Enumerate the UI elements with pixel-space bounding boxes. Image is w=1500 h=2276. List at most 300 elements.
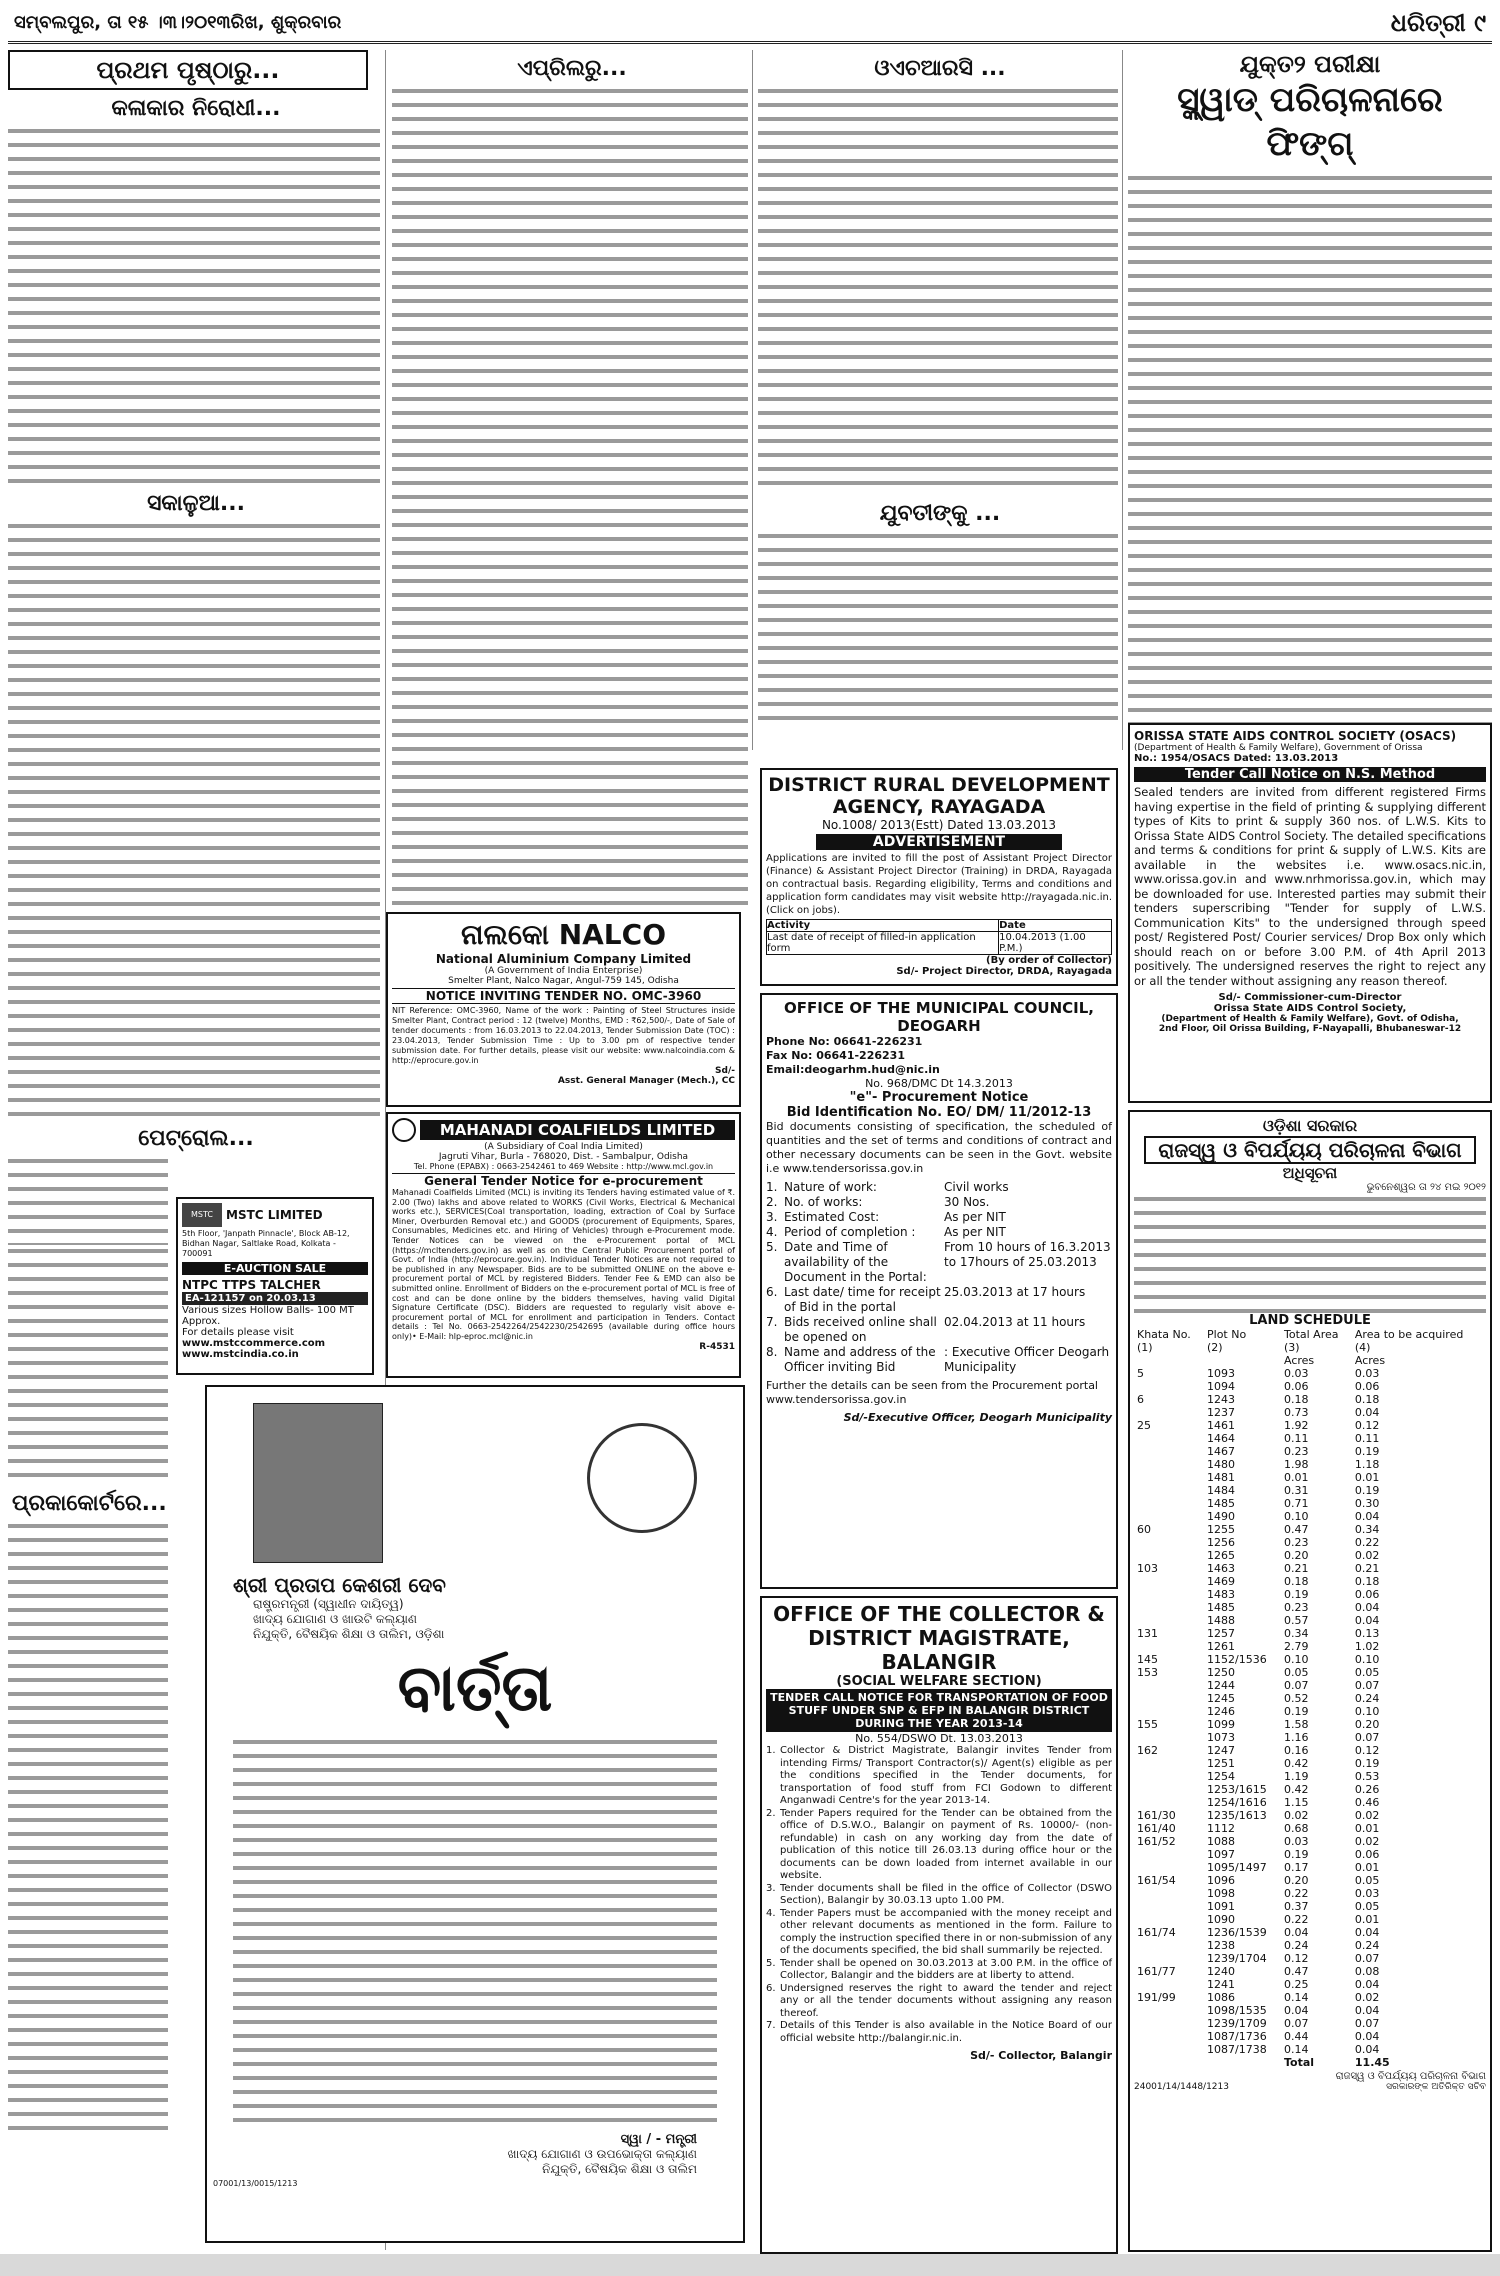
table-row [1134, 1796, 1486, 1809]
revenue-ad [1128, 1110, 1492, 2252]
revenue-gov: ଓଡ଼ିଶା ସରକାର [1262, 1116, 1358, 1135]
table-cell: 145 [1137, 1653, 1158, 1666]
table-cell: 0.25 [1283, 1978, 1309, 1991]
table-row [1134, 1965, 1486, 1978]
table-cell [1134, 1705, 1204, 1718]
table-cell: 0.04 [1354, 1406, 1380, 1419]
table-row [1134, 2004, 1486, 2017]
mstc-label: E-AUCTION SALE [182, 1262, 368, 1275]
table-cell: 0.07 [1354, 2017, 1380, 2030]
table-cell: 1483 [1207, 1588, 1235, 1601]
table-cell: 0.04 [1354, 2043, 1380, 2056]
column-2 [392, 50, 748, 910]
table-cell: 1469 [1207, 1575, 1235, 1588]
article-text [392, 85, 748, 905]
mstc-fd: For details please visit [182, 1327, 294, 1338]
total-value: 11.45 [1354, 2056, 1390, 2069]
table-cell: 1112 [1207, 1822, 1235, 1835]
table-cell: 0.22 [1283, 1913, 1309, 1926]
table-cell [1134, 1471, 1204, 1484]
table-cell: 1.98 [1283, 1458, 1309, 1471]
table-row [1134, 1913, 1486, 1926]
table-row [1134, 1809, 1486, 1822]
table-cell [1134, 1692, 1204, 1705]
mcl-body: Mahanadi Coalfields Limited (MCL) is inviting its Tenders having estimated value of ₹. 2.00 (Two) lakhs and above related to WORKS (Civil Works, Electrical & Mechanical works etc.), SERVICES(Coal transportation, loading, extraction of Coal by Surface Miner, Overburden Removal etc.) and GOODS (procurement of Equipments, Spares, Consumables, Medicines etc. and Hiring of Vehicles) through e-Procurement mode. Tender Notices can be viewed on the e-Procurement portal of MCL (https://mcltenders.gov.in) as well as on the Central Public Procurement portal of Govt. of India (http://eprocure.gov.in). Individual Tender Notices are not required to be published in any Newspaper. Bids are to be submitted ONLINE on the above e-procurement portal of MCL by registered Bidders. Tender Fee & EMD can also be submitted online. Enrollment of Bidders on the e-procurement portal of MCL is free of cost and can be done online by the bidders themselves, having valid Digital Signature Certificate (DSC). Bidders are requested to regularly visit above e-procurement portal of MCL for enrollment and participation in Tenders. Contact details : Tel No. 0663-2542264/2542230/2542695 (available during office hours only)• E-Mail: hlp-eproc.mcl@nic.in [392, 1188, 735, 1341]
table-row [1134, 1926, 1486, 1939]
table-cell: 0.30 [1354, 1497, 1380, 1510]
deogarh-sign: Sd/-Executive Officer, Deogarh Municipality [843, 1411, 1112, 1424]
article-text [1128, 172, 1492, 750]
table-cell: 0.05 [1283, 1666, 1309, 1679]
table-cell: 1254 [1207, 1770, 1235, 1783]
table-row [1134, 1900, 1486, 1913]
table-row [1134, 1822, 1486, 1835]
table-cell: 0.52 [1283, 1692, 1309, 1705]
table-row [1134, 1835, 1486, 1848]
osacs-body: Sealed tenders are invited from different registered Firms having expertise in the field of printing & supplying different types of Kits to print & supply 360 nos. of L.W.S. Kits to Orissa State AIDS Control Society. The detailed specifications and terms & conditions for print & supply of L.W.S. Kits are available in the websites i.e. www.osacs.nic.in, www.orissa.gov.in and www.nrhmorissa.gov.in, which may be downloaded for use. Interested parties may submit their tenders superscribing "Tender for supply of L.W.S. Communication Kits" to the undersigned through speed post/ Registered Post/ Courier services/ Drop Box only which should reach on or before 3.00 P.M. of 4th April 2013 positively. The undersigned reserves the right to reject any or all the tender without assigning any reason thereof. [1134, 785, 1486, 988]
table-cell [1134, 1510, 1204, 1523]
table-cell [1134, 1380, 1204, 1393]
osacs-bar: Tender Call Notice on N.S. Method [1134, 767, 1486, 782]
table-cell: 161/52 [1137, 1835, 1176, 1848]
table-cell: 1245 [1207, 1692, 1235, 1705]
table-cell: 0.22 [1354, 1536, 1380, 1549]
balangir-list [766, 1745, 1112, 2045]
table-cell: 161/77 [1137, 1965, 1176, 1978]
table-cell: 1.58 [1283, 1718, 1309, 1731]
deogarh-list [766, 1180, 1112, 1375]
table-cell [1134, 1978, 1204, 1991]
table-cell: 1094 [1207, 1380, 1235, 1393]
table-row [1134, 1692, 1486, 1705]
table-row [1134, 1562, 1486, 1575]
table-cell: 0.10 [1283, 1510, 1309, 1523]
deogarh-bid: Bid Identification No. EO/ DM/ 11/2012-13 [786, 1105, 1092, 1120]
table-cell [1134, 1549, 1204, 1562]
table-cell: 0.22 [1283, 1887, 1309, 1900]
table-cell: 1461 [1207, 1419, 1235, 1432]
table-cell: 1093 [1207, 1367, 1235, 1380]
table-cell: 0.23 [1283, 1536, 1309, 1549]
table-cell [1134, 1887, 1204, 1900]
table-cell: 0.20 [1354, 1718, 1380, 1731]
table-cell: 0.23 [1283, 1445, 1309, 1458]
column-divider [752, 50, 753, 750]
table-cell: 0.10 [1283, 1653, 1309, 1666]
table-row [1134, 1510, 1486, 1523]
table-header: (4) [1354, 1341, 1371, 1354]
table-cell: 0.02 [1354, 1549, 1380, 1562]
table-cell: 0.37 [1283, 1900, 1309, 1913]
table-cell [1134, 1913, 1204, 1926]
table-cell [1134, 1861, 1204, 1874]
deogarh-ad [760, 993, 1118, 1589]
table-cell: 0.42 [1283, 1783, 1309, 1796]
mcl-title: General Tender Notice for e-procurement [392, 1173, 735, 1188]
minister-sign: ସ୍ୱା / - ମନ୍ତ୍ରୀ [620, 2132, 697, 2147]
table-cell: 0.12 [1354, 1744, 1380, 1757]
revenue-notif: ଅଧିସୂଚନା [1282, 1164, 1338, 1182]
table-cell: 0.03 [1354, 1367, 1380, 1380]
osacs-sign: (Department of Health & Family Welfare), Govt. of Odisha, [1161, 1014, 1459, 1024]
balangir-section: (SOCIAL WELFARE SECTION) [836, 1674, 1042, 1689]
table-row [1134, 1471, 1486, 1484]
land-schedule-table [1134, 1328, 1486, 2069]
column-divider [1122, 50, 1123, 750]
list-item: 3. Estimated Cost: As per NIT [766, 1210, 1006, 1224]
minister-sign: ନିଯୁକ୍ତି, ବୈଷୟିକ ଶିକ୍ଷା ଓ ତାଲିମ [542, 2162, 697, 2176]
nalco-address: Smelter Plant, Nalco Nagar, Angul-759 145, Odisha [448, 976, 679, 986]
table-cell: 60 [1137, 1523, 1151, 1536]
table-cell: 1464 [1207, 1432, 1235, 1445]
table-cell [1134, 1848, 1204, 1861]
list-item: 3. Tender documents shall be filed in the office of Collector (DSWO Section), Balangir by 30.03.13 upto 1.00 PM. [766, 1882, 1112, 1906]
table-cell: 1086 [1207, 1991, 1235, 2004]
table-cell [1134, 1406, 1204, 1419]
section-kicker: ସକାଳୁଆ... [147, 491, 245, 516]
minister-ref: 07001/13/0015/1213 [213, 2179, 298, 2188]
table-cell [1134, 1614, 1204, 1627]
section-kicker: କଳାକାର ନିରୋଧୀ... [111, 96, 281, 121]
table-cell: 0.12 [1354, 1419, 1380, 1432]
table-row [1134, 1601, 1486, 1614]
table-cell: 0.04 [1354, 1978, 1380, 1991]
mstc-ea: EA-121157 on 20.03.13 [182, 1292, 368, 1305]
table-cell: 1098/1535 [1207, 2004, 1267, 2017]
drda-td: Last date of receipt of filled-in application form [767, 932, 999, 955]
table-cell: 1240 [1207, 1965, 1235, 1978]
table-cell: 0.14 [1283, 1991, 1309, 2004]
table-cell: 0.24 [1354, 1692, 1380, 1705]
table-unit: Acres [1354, 1354, 1386, 1367]
table-cell: 0.13 [1354, 1627, 1380, 1640]
balangir-ad [760, 1596, 1118, 2254]
table-cell: 1246 [1207, 1705, 1235, 1718]
table-cell: 0.19 [1283, 1588, 1309, 1601]
table-cell [1134, 2004, 1204, 2017]
list-item: 6. Last date/ time for receipt of Bid in the portal 25.03.2013 at 17 hours [766, 1285, 1086, 1314]
table-cell: 0.19 [1354, 1757, 1380, 1770]
coal-india-logo [392, 1118, 416, 1142]
table-cell: 1485 [1207, 1497, 1235, 1510]
osacs-title: ORISSA STATE AIDS CONTROL SOCIETY (OSACS) [1134, 729, 1457, 743]
land-schedule-title: LAND SCHEDULE [1249, 1313, 1371, 1328]
table-cell: 0.11 [1283, 1432, 1309, 1445]
deogarh-title: OFFICE OF THE MUNICIPAL COUNCIL, DEOGARH [784, 999, 1094, 1035]
table-cell: 0.04 [1283, 2004, 1309, 2017]
table-row [1134, 1523, 1486, 1536]
table-cell: 0.44 [1283, 2030, 1309, 2043]
table-cell: 0.01 [1354, 1471, 1380, 1484]
table-cell: 1247 [1207, 1744, 1235, 1757]
table-cell: 162 [1137, 1744, 1158, 1757]
deogarh-no: No. 968/DMC Dt 14.3.2013 [865, 1077, 1013, 1090]
table-row [1134, 2017, 1486, 2030]
table-cell: 1096 [1207, 1874, 1235, 1887]
mstc-web-link[interactable]: www.mstcindia.co.in [182, 1349, 299, 1360]
table-cell: 0.73 [1283, 1406, 1309, 1419]
table-row [1134, 1614, 1486, 1627]
table-cell: 1490 [1207, 1510, 1235, 1523]
table-row [1134, 1666, 1486, 1679]
section-kicker: ଏପ୍ରିଲରୁ... [517, 56, 627, 81]
table-cell: 1488 [1207, 1614, 1235, 1627]
mstc-ad [176, 1197, 374, 1375]
table-cell: 0.03 [1283, 1367, 1309, 1380]
table-row [1134, 1536, 1486, 1549]
table-row [1134, 1978, 1486, 1991]
drda-sign: Sd/- Project Director, DRDA, Rayagada [896, 966, 1112, 977]
minister-photo [253, 1403, 383, 1563]
table-cell: 0.46 [1354, 1796, 1380, 1809]
table-cell: 1255 [1207, 1523, 1235, 1536]
table-cell: 1099 [1207, 1718, 1235, 1731]
mcl-tel: Tel. Phone (EPABX) : 0663-2542461 to 469 Website : http://www.mcl.gov.in [413, 1162, 714, 1171]
table-header: Area to be acquired [1354, 1328, 1464, 1341]
message-text [233, 1736, 717, 2126]
table-row [1134, 1770, 1486, 1783]
minister-sign: ଖାଦ୍ୟ ଯୋଗାଣ ଓ ଉପଭୋକ୍ତା କଲ୍ୟାଣ [507, 2147, 697, 2161]
revenue-text [1134, 1193, 1486, 1313]
table-cell [1134, 1757, 1204, 1770]
deogarh-phone: Phone No: 06641-226231 [766, 1035, 923, 1048]
mcl-ref: R-4531 [699, 1341, 735, 1352]
table-cell: 1097 [1207, 1848, 1235, 1861]
table-cell: 161/30 [1137, 1809, 1176, 1822]
table-cell: 1244 [1207, 1679, 1235, 1692]
table-cell: 1463 [1207, 1562, 1235, 1575]
land-schedule-rows [1134, 1367, 1486, 2056]
minister-role: ନିଯୁକ୍ତି, ବୈଷୟିକ ଶିକ୍ଷା ଓ ତାଲିମ, ଓଡ଼ିଶା [253, 1627, 445, 1641]
table-cell: 161/74 [1137, 1926, 1176, 1939]
table-cell: 0.10 [1354, 1653, 1380, 1666]
drda-label: ADVERTISEMENT [816, 834, 1062, 850]
table-row [1134, 1874, 1486, 1887]
table-row [1134, 1848, 1486, 1861]
table-cell: 0.05 [1354, 1874, 1380, 1887]
deogarh-email: Email:deogarhm.hud@nic.in [766, 1063, 940, 1076]
table-cell: 1235/1613 [1207, 1809, 1267, 1822]
table-cell: 0.18 [1283, 1393, 1309, 1406]
table-cell: 0.19 [1354, 1445, 1380, 1458]
table-cell [1134, 1497, 1204, 1510]
osacs-sign: Orissa State AIDS Control Society, [1213, 1003, 1407, 1014]
drda-table [766, 919, 1112, 955]
table-row [1134, 1705, 1486, 1718]
table-cell: 0.01 [1354, 1913, 1380, 1926]
minister-role: ରାଷ୍ଟ୍ରମନ୍ତ୍ରୀ (ସ୍ୱାଧୀନ ଦାୟିତ୍ୱ) [253, 1597, 404, 1611]
table-cell: 1256 [1207, 1536, 1235, 1549]
table-cell: 0.06 [1354, 1380, 1380, 1393]
column-4 [1128, 50, 1492, 750]
table-cell: 0.03 [1354, 1887, 1380, 1900]
table-cell [1134, 1432, 1204, 1445]
table-row [1134, 1393, 1486, 1406]
article-text [758, 85, 1118, 495]
list-item: 8. Name and address of the Officer inviting Bid : Executive Officer Deogarh Municipality [766, 1345, 1110, 1374]
balangir-title: OFFICE OF THE COLLECTOR & DISTRICT MAGISTRATE, BALANGIR [773, 1602, 1105, 1674]
table-cell: 0.06 [1283, 1380, 1309, 1393]
table-cell: 0.04 [1354, 1510, 1380, 1523]
table-cell [1134, 1640, 1204, 1653]
table-cell: 153 [1137, 1666, 1158, 1679]
table-cell: 0.20 [1283, 1874, 1309, 1887]
table-cell: 0.18 [1354, 1575, 1380, 1588]
section-kicker: ପେଟ୍ରୋଲ... [138, 1126, 254, 1151]
table-cell [1134, 1770, 1204, 1783]
table-cell: 161/40 [1137, 1822, 1176, 1835]
drda-no: No.1008/ 2013(Estt) Dated 13.03.2013 [821, 818, 1057, 832]
table-cell: 0.18 [1283, 1575, 1309, 1588]
page-footer [0, 2254, 1500, 2276]
mstc-top: MSTC LIMITED [226, 1208, 323, 1222]
table-cell: 0.34 [1283, 1627, 1309, 1640]
table-cell [1134, 1601, 1204, 1614]
table-cell [1134, 1445, 1204, 1458]
table-cell: 0.11 [1354, 1432, 1380, 1445]
table-cell [1134, 1679, 1204, 1692]
table-row [1134, 1861, 1486, 1874]
osacs-ad [1128, 723, 1492, 1103]
table-cell: 1239/1704 [1207, 1952, 1267, 1965]
table-cell: 0.16 [1283, 1744, 1309, 1757]
article-text [758, 530, 1118, 730]
table-cell: 0.03 [1283, 1835, 1309, 1848]
table-cell: 0.04 [1354, 1926, 1380, 1939]
table-cell: 0.34 [1354, 1523, 1380, 1536]
table-row [1134, 1497, 1486, 1510]
drda-ad [760, 768, 1118, 986]
table-cell: 0.04 [1354, 1614, 1380, 1627]
table-row [1134, 1627, 1486, 1640]
list-item: 1. Collector & District Magistrate, Balangir invites Tender from intending Firms/ Transport Contractor(s)/ Agent(s) eligible as per the conditions specified in the Tender documents, for transportation of food stuff from FCI Godown to different Anganwadi Centre's for the year 2013-14. [766, 1745, 1112, 1806]
table-cell: 1480 [1207, 1458, 1235, 1471]
deogarh-ep: "e"- Procurement Notice [849, 1090, 1029, 1105]
table-cell [1134, 1484, 1204, 1497]
section-kicker: ପ୍ରକାକୋର୍ଟରେ... [12, 1491, 167, 1516]
table-cell: 1238 [1207, 1939, 1235, 1952]
table-cell [1134, 1783, 1204, 1796]
table-header: Total Area [1283, 1328, 1339, 1341]
table-row [1134, 1575, 1486, 1588]
mstc-desc: Various sizes Hollow Balls- 100 MT Approx. [182, 1305, 354, 1327]
table-cell: 0.26 [1354, 1783, 1380, 1796]
table-cell: 1087/1736 [1207, 2030, 1267, 2043]
mcl-address: Jagruti Vihar, Burla - 768020, Dist. - Sambalpur, Odisha [438, 1152, 689, 1162]
table-row [1134, 1952, 1486, 1965]
table-cell: 1.02 [1354, 1640, 1380, 1653]
table-cell: 1237 [1207, 1406, 1235, 1419]
table-row [1134, 1484, 1486, 1497]
odisha-emblem-icon [587, 1423, 697, 1533]
table-cell [1134, 1458, 1204, 1471]
article-text [8, 1245, 168, 1485]
list-item: 7. Details of this Tender is also available in the Notice Board of our official website http://balangir.nic.in. [766, 2020, 1112, 2044]
table-cell: 0.01 [1354, 1861, 1380, 1874]
table-row [1134, 1679, 1486, 1692]
table-row [1134, 1653, 1486, 1666]
table-row [1134, 1380, 1486, 1393]
table-row [1134, 1640, 1486, 1653]
table-row [1134, 1757, 1486, 1770]
list-item: 4. Period of completion : As per NIT [766, 1225, 1006, 1239]
table-row [1134, 1419, 1486, 1432]
table-cell: 1.18 [1354, 1458, 1380, 1471]
mstc-web-link[interactable]: www.mstccommerce.com [182, 1338, 326, 1349]
table-row [1134, 1445, 1486, 1458]
mcl-ad [386, 1112, 741, 1378]
table-cell: 0.02 [1354, 1991, 1380, 2004]
table-cell: 103 [1137, 1562, 1158, 1575]
table-cell: 0.01 [1354, 1822, 1380, 1835]
table-cell [1134, 1952, 1204, 1965]
headline-kicker: ଯୁକ୍ତ୨ ପରୀକ୍ଷା [1239, 50, 1381, 78]
deogarh-fax: Fax No: 06641-226231 [766, 1049, 905, 1062]
table-row [1134, 1432, 1486, 1445]
table-cell: 2.79 [1283, 1640, 1309, 1653]
table-cell: 0.04 [1354, 1601, 1380, 1614]
mstc-lot: NTPC TTPS TALCHER [182, 1278, 321, 1292]
page-header [8, 4, 1492, 44]
table-cell: 1.92 [1283, 1419, 1309, 1432]
table-cell: 155 [1137, 1718, 1158, 1731]
deogarh-further: Further the details can be seen from the Procurement portal www.tendersorissa.gov.in [766, 1379, 1098, 1406]
mcl-sub: (A Subsidiary of Coal India Limited) [484, 1142, 643, 1152]
table-cell: 0.21 [1354, 1562, 1380, 1575]
table-cell: 1088 [1207, 1835, 1235, 1848]
table-cell: 1.16 [1283, 1731, 1309, 1744]
deogarh-intro: Bid documents consisting of specification, the scheduled of quantities and the set of terms and conditions of contract and other necessary documents can be seen in the Govt. website i.e www.tendersorissa.gov.in [766, 1120, 1112, 1175]
table-cell: 1241 [1207, 1978, 1235, 1991]
table-cell: 1253/1615 [1207, 1783, 1267, 1796]
table-cell: 0.01 [1283, 1471, 1309, 1484]
table-row [1134, 1367, 1486, 1380]
table-cell: 1.15 [1283, 1796, 1309, 1809]
table-cell: 0.14 [1283, 2043, 1309, 2056]
table-unit: Acres [1283, 1354, 1315, 1367]
list-item: 2. No. of works: 30 Nos. [766, 1195, 990, 1209]
table-row [1134, 1458, 1486, 1471]
balangir-bar: TENDER CALL NOTICE FOR TRANSPORTATION OF FOOD STUFF UNDER SNP & EFP IN BALANGIR DISTRICT DURING THE YEAR 2013-14 [766, 1689, 1112, 1732]
list-item: 4. Tender Papers must be accompanied with the money receipt and other relevant documents as mentioned in the form. Failure to comply the instruction specified there in or non-submission of any of the documents specified, the bid shall summarily be rejected. [766, 1907, 1112, 1956]
table-cell: 0.07 [1354, 1679, 1380, 1692]
mstc-logo: MSTC [182, 1203, 222, 1227]
table-row [1134, 1991, 1486, 2004]
drda-order: (By order of Collector) [986, 955, 1112, 966]
table-cell: 0.02 [1354, 1835, 1380, 1848]
table-cell: 1467 [1207, 1445, 1235, 1458]
table-cell: 0.18 [1354, 1393, 1380, 1406]
table-cell: 5 [1137, 1367, 1144, 1380]
table-row [1134, 2030, 1486, 2043]
article-text [8, 1155, 168, 1245]
table-cell: 0.24 [1283, 1939, 1309, 1952]
table-header: (2) [1207, 1341, 1223, 1354]
table-row [1134, 1783, 1486, 1796]
minister-ad [205, 1385, 745, 2243]
table-cell: 1243 [1207, 1393, 1235, 1406]
table-cell: 0.02 [1354, 1809, 1380, 1822]
drda-title: DISTRICT RURAL DEVELOPMENT AGENCY, RAYAGADA [768, 774, 1110, 818]
table-cell: 1087/1738 [1207, 2043, 1267, 2056]
section-kicker: ଓଏଚଆରସି ... [874, 56, 1006, 81]
table-cell: 1484 [1207, 1484, 1235, 1497]
table-cell: 1250 [1207, 1666, 1235, 1679]
revenue-dept: ରାଜସ୍ୱ ଓ ବିପର୍ଯ୍ୟୟ ପରିଚାଳନା ବିଭାଗ [1144, 1136, 1476, 1164]
table-cell: 0.24 [1354, 1939, 1380, 1952]
table-cell [1134, 2017, 1204, 2030]
table-cell: 0.31 [1283, 1484, 1309, 1497]
